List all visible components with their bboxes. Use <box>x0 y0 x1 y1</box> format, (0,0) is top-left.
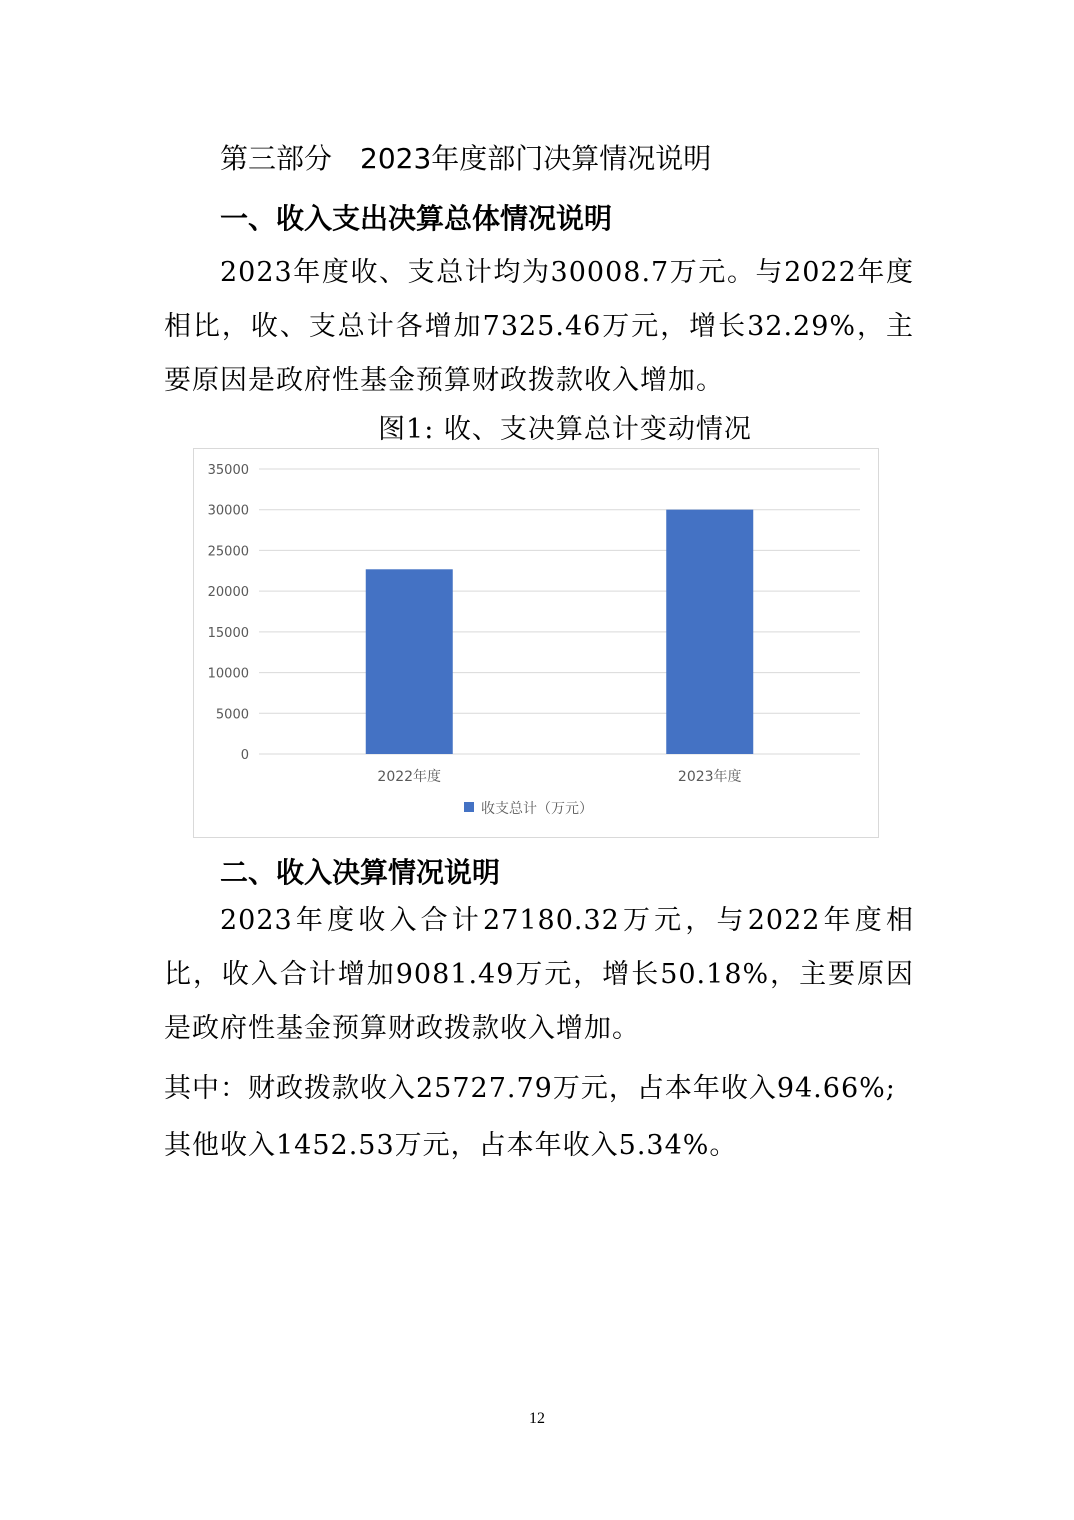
figure-caption: 图1: 收、支决算总计变动情况 <box>378 414 752 445</box>
bar-0 <box>366 569 453 754</box>
y-tick-label-2: 10000 <box>207 666 249 682</box>
income-breakdown-line-2: 其他收入1452.53万元，占本年收入5.34%。 <box>164 1130 738 1161</box>
y-tick-label-0: 0 <box>240 748 249 763</box>
section-2-heading: 二、收入决算情况说明 <box>220 856 501 889</box>
y-tick-label-6: 30000 <box>207 503 249 519</box>
y-tick-label-1: 5000 <box>215 707 249 723</box>
legend-swatch <box>464 802 474 812</box>
page-number: 12 <box>529 1410 545 1427</box>
bar-1 <box>666 510 753 754</box>
x-tick-label-0: 2022年度 <box>377 769 442 785</box>
y-tick-label-5: 25000 <box>207 544 249 560</box>
section-2-paragraph: 2023年度收入合计27180.32万元，与2022年度相比，收入合计增加9081.49万元，增长50.18%，主要原因是政府性基金预算财政拨款收入增加。 <box>164 905 914 1044</box>
part-title: 第三部分 2023年度部门决算情况说明 <box>220 142 712 175</box>
x-tick-label-1: 2023年度 <box>677 769 742 785</box>
y-tick-label-3: 15000 <box>207 625 249 641</box>
bar-chart <box>193 448 879 838</box>
bar-chart-svg <box>194 449 880 839</box>
section-1-heading: 一、收入支出决算总体情况说明 <box>220 202 613 235</box>
y-tick-label-7: 35000 <box>207 463 249 478</box>
y-tick-label-4: 20000 <box>207 585 249 601</box>
legend-label: 收支总计（万元） <box>481 801 593 817</box>
section-1-paragraph: 2023年度收、支总计均为30008.7万元。与2022年度相比，收、支总计各增加7325.46万元，增长32.29%，主要原因是政府性基金预算财政拨款收入增加。 <box>164 257 914 396</box>
income-breakdown-line-1: 其中：财政拨款收入25727.79万元，占本年收入94.66%; <box>164 1073 896 1104</box>
